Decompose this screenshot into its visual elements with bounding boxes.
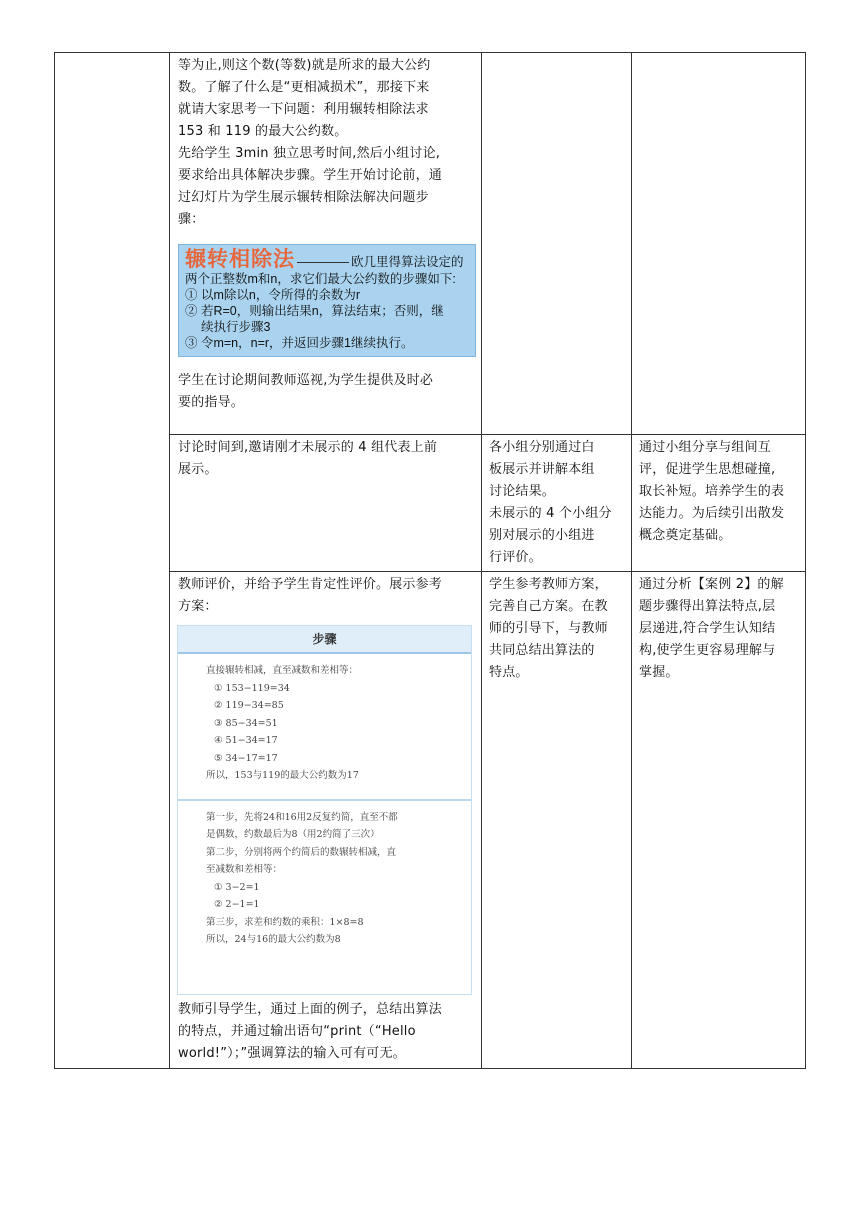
text-line: 的特点，并通过输出语句“print（“Hello bbox=[178, 1024, 416, 1039]
row1-teacher-text-after bbox=[178, 370, 478, 414]
column-divider bbox=[169, 53, 170, 1068]
slide-title: 辗转相除法 bbox=[185, 248, 295, 271]
text-line: 学生在讨论期间教师巡视,为学生提供及时必 bbox=[178, 373, 434, 388]
slide-line: ③ 85−34=51 bbox=[214, 717, 278, 729]
text-line: 完善自己方案。在教 bbox=[489, 599, 608, 614]
text-line: 教师引导学生，通过上面的例子，总结出算法 bbox=[178, 1002, 443, 1017]
row3-teacher-text-bottom bbox=[178, 999, 478, 1065]
solution-block-1 bbox=[178, 654, 471, 785]
slide-line: 续执行步骤3 bbox=[201, 320, 271, 334]
text-line: 就请大家思考一下问题：利用辗转相除法求 bbox=[178, 102, 429, 117]
slide-line: 第三步，求差和约数的乘积：1×8=8 bbox=[206, 916, 364, 928]
text-line: 153 和 119 的最大公约数。 bbox=[178, 124, 348, 139]
slide-line: ① 3−2=1 bbox=[214, 881, 260, 893]
slide-line: ⑤ 34−17=17 bbox=[214, 752, 278, 764]
text-line: 讨论结果。 bbox=[489, 484, 556, 499]
row-divider bbox=[169, 434, 805, 435]
text-line: 讨论时间到,邀请刚才未展示的 4 组代表上前 bbox=[178, 440, 438, 455]
text-line: 学生参考教师方案， bbox=[489, 577, 608, 592]
row3-intent-text bbox=[639, 574, 805, 684]
slide-header: 步骤 bbox=[178, 626, 471, 654]
text-line: 等为止,则这个数(等数)就是所求的最大公约 bbox=[178, 58, 431, 73]
slide-line: ② 119−34=85 bbox=[214, 700, 284, 711]
text-line: 别对展示的小组进 bbox=[489, 528, 595, 543]
text-line: 师的引导下，与教师 bbox=[489, 621, 608, 636]
slide-line: ③ 令m=n，n=r，并返回步骤1继续执行。 bbox=[185, 336, 414, 350]
text-line: 方案： bbox=[178, 599, 218, 614]
row3-teacher-text-top bbox=[178, 574, 478, 618]
lesson-plan-table bbox=[54, 52, 806, 1069]
text-line: 先给学生 3min 独立思考时间,然后小组讨论, bbox=[178, 146, 441, 161]
text-line: 展示。 bbox=[178, 462, 218, 477]
text-line: 要求给出具体解决步骤。学生开始讨论前，通 bbox=[178, 168, 443, 183]
row-divider bbox=[169, 571, 805, 572]
text-line: 掌握。 bbox=[639, 665, 679, 680]
text-line: 题步骤得出算法特点,层 bbox=[639, 599, 776, 614]
text-line: 数。了解了什么是“更相减损术”，那接下来 bbox=[178, 80, 430, 95]
text-line: 骤： bbox=[178, 212, 205, 227]
text-line: 通过分析【案例 2】的解 bbox=[639, 577, 784, 592]
slide-line: ① 以m除以n，令所得的余数为r bbox=[185, 288, 361, 302]
text-line: 未展示的 4 个小组分 bbox=[489, 506, 612, 521]
slide-line: ④ 51−34=17 bbox=[214, 735, 278, 746]
text-line: world!”）；”强调算法的输入可有可无。 bbox=[178, 1046, 406, 1061]
text-line: 教师评价，并给予学生肯定性评价。展示参考 bbox=[178, 577, 443, 592]
text-line: 过幻灯片为学生展示辗转相除法解决问题步 bbox=[178, 190, 429, 205]
row1-teacher-text bbox=[178, 55, 478, 231]
row3-student-text bbox=[489, 574, 629, 684]
text-line: 通过小组分享与组间互 bbox=[639, 440, 772, 455]
text-line: 评，促进学生思想碰撞, bbox=[639, 462, 776, 477]
dash-line bbox=[297, 262, 349, 263]
slide-line: ② 若R=0，则输出结果n，算法结束；否则，继 bbox=[185, 304, 444, 318]
text-line: 各小组分别通过白 bbox=[489, 440, 595, 455]
slide-line: ① 153−119=34 bbox=[214, 682, 290, 694]
slide-line: 直接辗转相减，直至减数和差相等： bbox=[206, 665, 359, 676]
text-line: 达能力。为后续引出散发 bbox=[639, 506, 785, 521]
slide-line: 两个正整数m和n，求它们最大公约数的步骤如下: bbox=[185, 272, 456, 286]
slide-line: 至减数和差相等： bbox=[206, 864, 283, 875]
text-line: 取长补短。培养学生的表 bbox=[639, 484, 785, 499]
slide-line: 第二步，分别将两个约简后的数辗转相减，直 bbox=[206, 846, 397, 858]
text-line: 要的指导。 bbox=[178, 395, 245, 410]
text-line: 行评价。 bbox=[489, 550, 542, 565]
slide-title-tail: 欧几里得算法设定的 bbox=[351, 255, 464, 269]
reference-solution-slide bbox=[177, 625, 472, 995]
slide-line: ② 2−1=1 bbox=[214, 899, 260, 910]
text-line: 特点。 bbox=[489, 665, 529, 680]
text-line: 层递进,符合学生认知结 bbox=[639, 621, 776, 636]
text-line: 概念奠定基础。 bbox=[639, 528, 732, 543]
euclid-algorithm-slide bbox=[178, 244, 476, 357]
solution-block-2 bbox=[178, 801, 471, 949]
slide-line: 第一步，先将24和16用2反复约简，直至不都 bbox=[206, 811, 398, 823]
row2-intent-text bbox=[639, 437, 805, 547]
text-line: 板展示并讲解本组 bbox=[489, 462, 595, 477]
text-line: 构,使学生更容易理解与 bbox=[639, 643, 776, 658]
text-line: 共同总结出算法的 bbox=[489, 643, 595, 658]
row2-teacher-text bbox=[178, 437, 478, 481]
slide-line: 所以，24与16的最大公约数为8 bbox=[206, 934, 341, 945]
slide-line: 是偶数，约数最后为8（用2约简了三次） bbox=[206, 829, 380, 840]
column-divider bbox=[481, 53, 482, 1068]
slide-line: 所以，153与119的最大公约数为17 bbox=[206, 770, 359, 781]
row2-student-text bbox=[489, 437, 629, 569]
column-divider bbox=[631, 53, 632, 1068]
